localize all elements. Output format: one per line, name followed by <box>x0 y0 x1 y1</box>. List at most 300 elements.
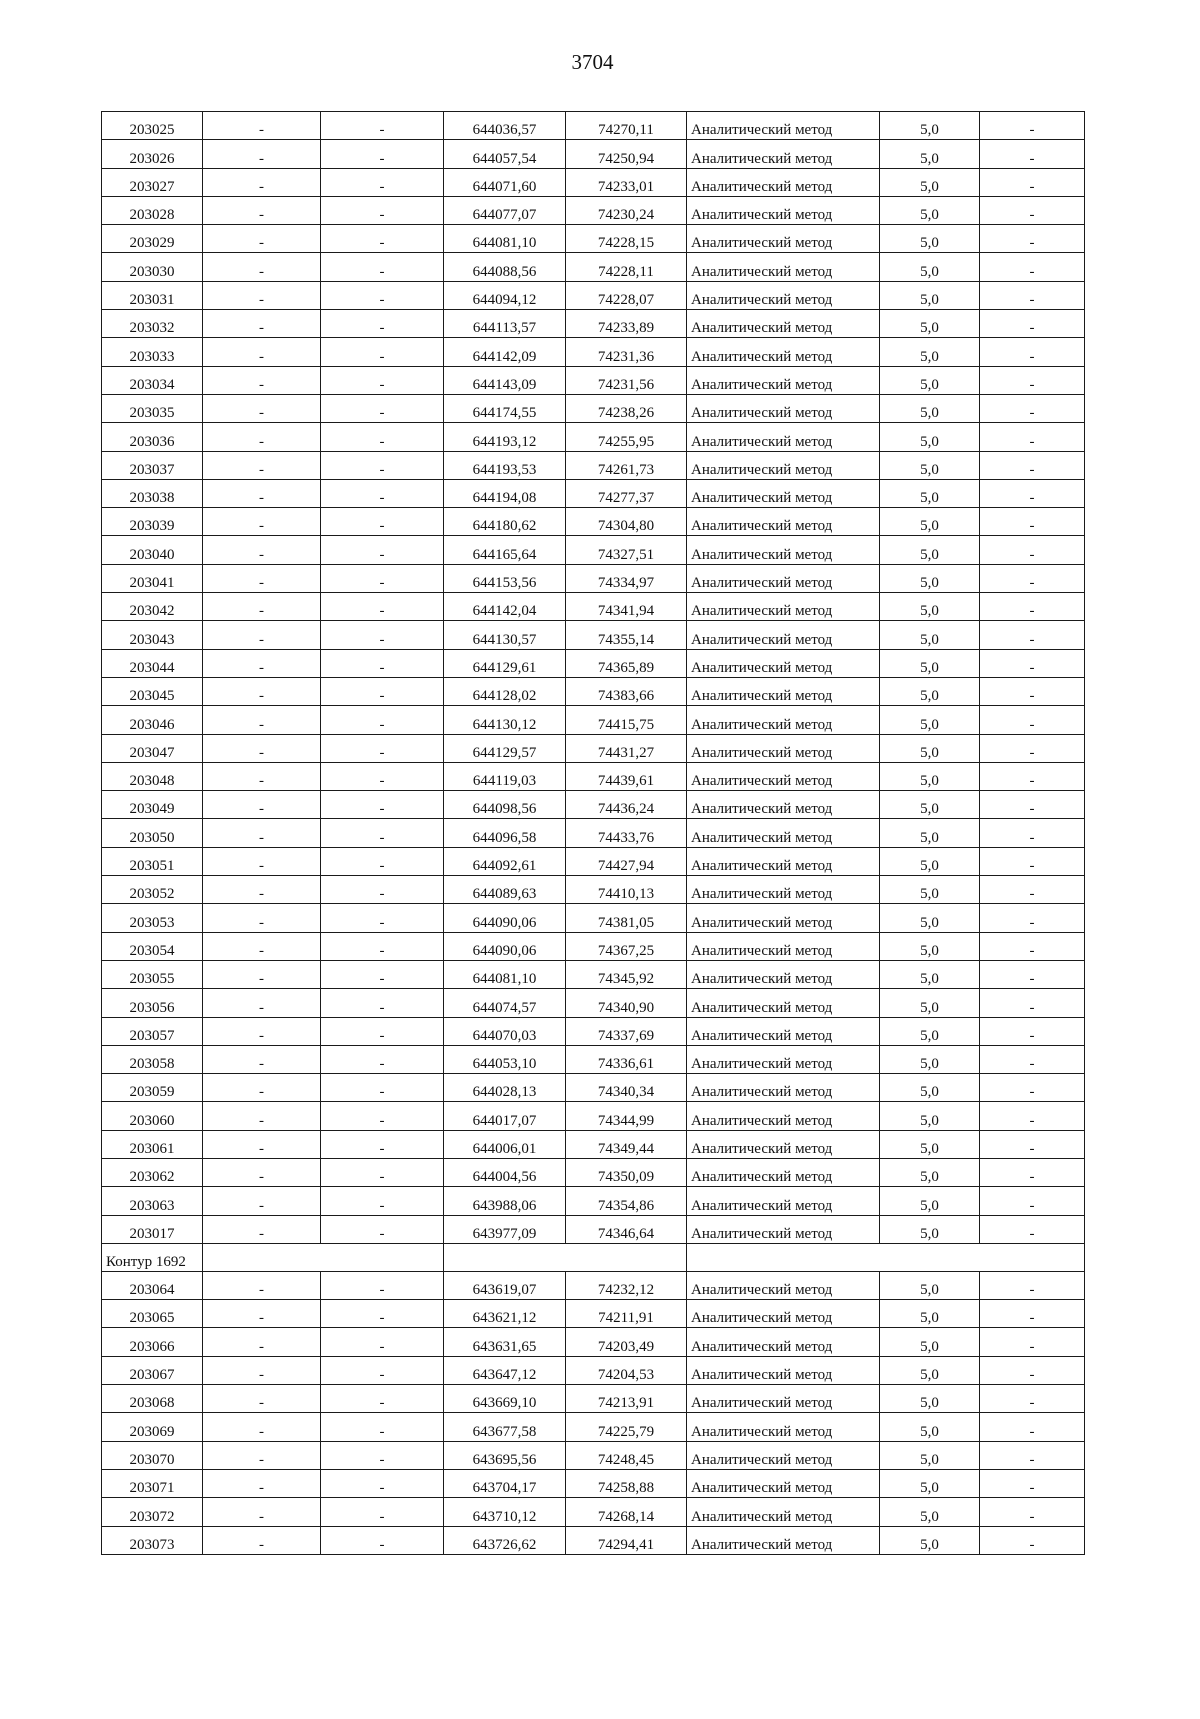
table-row <box>102 904 1085 932</box>
x-coordinate-cell: 644096,58 <box>444 819 566 847</box>
empty-value-cell: - <box>321 1130 444 1158</box>
y-coordinate-cell: 74327,51 <box>566 536 687 564</box>
y-coordinate-cell: 74431,27 <box>566 734 687 762</box>
accuracy-cell: 5,0 <box>880 1413 980 1441</box>
point-number-cell: 203042 <box>102 593 203 621</box>
empty-value-cell: - <box>980 706 1085 734</box>
empty-value-cell: - <box>203 932 321 960</box>
empty-value-cell: - <box>980 366 1085 394</box>
y-coordinate-cell: 74354,86 <box>566 1187 687 1215</box>
point-number-cell: 203045 <box>102 677 203 705</box>
x-coordinate-cell: 643677,58 <box>444 1413 566 1441</box>
point-number-cell: 203030 <box>102 253 203 281</box>
empty-value-cell: - <box>321 310 444 338</box>
empty-value-cell: - <box>980 1215 1085 1243</box>
y-coordinate-cell: 74345,92 <box>566 960 687 988</box>
empty-value-cell: - <box>980 1158 1085 1186</box>
accuracy-cell: 5,0 <box>880 621 980 649</box>
empty-value-cell: - <box>203 593 321 621</box>
empty-value-cell: - <box>203 1300 321 1328</box>
empty-value-cell: - <box>980 847 1085 875</box>
empty-value-cell: - <box>321 1017 444 1045</box>
method-cell: Аналитический метод <box>687 649 880 677</box>
accuracy-cell: 5,0 <box>880 1045 980 1073</box>
method-cell: Аналитический метод <box>687 876 880 904</box>
x-coordinate-cell: 644081,10 <box>444 960 566 988</box>
x-coordinate-cell: 644094,12 <box>444 281 566 309</box>
table-row <box>102 1130 1085 1158</box>
x-coordinate-cell: 644130,12 <box>444 706 566 734</box>
accuracy-cell: 5,0 <box>880 677 980 705</box>
y-coordinate-cell: 74268,14 <box>566 1498 687 1526</box>
point-number-cell: 203064 <box>102 1271 203 1299</box>
point-number-cell: 203035 <box>102 394 203 422</box>
point-number-cell: 203058 <box>102 1045 203 1073</box>
y-coordinate-cell: 74233,89 <box>566 310 687 338</box>
method-cell: Аналитический метод <box>687 1271 880 1299</box>
empty-value-cell: - <box>203 423 321 451</box>
empty-value-cell: - <box>203 904 321 932</box>
x-coordinate-cell: 644180,62 <box>444 508 566 536</box>
point-number-cell: 203027 <box>102 168 203 196</box>
x-coordinate-cell: 644028,13 <box>444 1074 566 1102</box>
point-number-cell: 203038 <box>102 479 203 507</box>
section-blank-cell <box>687 1243 1085 1271</box>
empty-value-cell: - <box>980 338 1085 366</box>
empty-value-cell: - <box>980 140 1085 168</box>
y-coordinate-cell: 74261,73 <box>566 451 687 479</box>
method-cell: Аналитический метод <box>687 1328 880 1356</box>
table-row <box>102 960 1085 988</box>
empty-value-cell: - <box>321 819 444 847</box>
point-number-cell: 203032 <box>102 310 203 338</box>
x-coordinate-cell: 644081,10 <box>444 225 566 253</box>
point-number-cell: 203049 <box>102 791 203 819</box>
empty-value-cell: - <box>980 677 1085 705</box>
section-blank-cell <box>444 1243 687 1271</box>
method-cell: Аналитический метод <box>687 508 880 536</box>
accuracy-cell: 5,0 <box>880 508 980 536</box>
y-coordinate-cell: 74415,75 <box>566 706 687 734</box>
empty-value-cell: - <box>203 564 321 592</box>
empty-value-cell: - <box>980 1526 1085 1554</box>
empty-value-cell: - <box>980 734 1085 762</box>
empty-value-cell: - <box>321 677 444 705</box>
point-number-cell: 203072 <box>102 1498 203 1526</box>
empty-value-cell: - <box>980 1328 1085 1356</box>
empty-value-cell: - <box>203 1385 321 1413</box>
empty-value-cell: - <box>321 1045 444 1073</box>
table-row <box>102 508 1085 536</box>
table-row <box>102 1102 1085 1130</box>
accuracy-cell: 5,0 <box>880 649 980 677</box>
method-cell: Аналитический метод <box>687 1385 880 1413</box>
accuracy-cell: 5,0 <box>880 1074 980 1102</box>
empty-value-cell: - <box>980 1074 1085 1102</box>
table-row <box>102 1074 1085 1102</box>
empty-value-cell: - <box>203 1526 321 1554</box>
empty-value-cell: - <box>203 1215 321 1243</box>
accuracy-cell: 5,0 <box>880 479 980 507</box>
table-row <box>102 168 1085 196</box>
x-coordinate-cell: 644142,04 <box>444 593 566 621</box>
y-coordinate-cell: 74349,44 <box>566 1130 687 1158</box>
accuracy-cell: 5,0 <box>880 960 980 988</box>
empty-value-cell: - <box>203 819 321 847</box>
x-coordinate-cell: 644017,07 <box>444 1102 566 1130</box>
method-cell: Аналитический метод <box>687 310 880 338</box>
empty-value-cell: - <box>321 394 444 422</box>
accuracy-cell: 5,0 <box>880 1102 980 1130</box>
empty-value-cell: - <box>980 1356 1085 1384</box>
y-coordinate-cell: 74211,91 <box>566 1300 687 1328</box>
point-number-cell: 203069 <box>102 1413 203 1441</box>
table-row <box>102 762 1085 790</box>
empty-value-cell: - <box>203 847 321 875</box>
empty-value-cell: - <box>321 1469 444 1497</box>
accuracy-cell: 5,0 <box>880 1498 980 1526</box>
accuracy-cell: 5,0 <box>880 791 980 819</box>
empty-value-cell: - <box>321 1215 444 1243</box>
accuracy-cell: 5,0 <box>880 196 980 224</box>
empty-value-cell: - <box>203 989 321 1017</box>
method-cell: Аналитический метод <box>687 1045 880 1073</box>
empty-value-cell: - <box>980 1130 1085 1158</box>
x-coordinate-cell: 643704,17 <box>444 1469 566 1497</box>
x-coordinate-cell: 643695,56 <box>444 1441 566 1469</box>
empty-value-cell: - <box>321 423 444 451</box>
x-coordinate-cell: 643710,12 <box>444 1498 566 1526</box>
y-coordinate-cell: 74383,66 <box>566 677 687 705</box>
method-cell: Аналитический метод <box>687 932 880 960</box>
empty-value-cell: - <box>203 1328 321 1356</box>
accuracy-cell: 5,0 <box>880 225 980 253</box>
point-number-cell: 203062 <box>102 1158 203 1186</box>
empty-value-cell: - <box>203 253 321 281</box>
method-cell: Аналитический метод <box>687 564 880 592</box>
accuracy-cell: 5,0 <box>880 904 980 932</box>
empty-value-cell: - <box>980 1300 1085 1328</box>
empty-value-cell: - <box>321 112 444 140</box>
table-row <box>102 677 1085 705</box>
empty-value-cell: - <box>321 338 444 366</box>
table-row <box>102 791 1085 819</box>
accuracy-cell: 5,0 <box>880 536 980 564</box>
table-row <box>102 593 1085 621</box>
point-number-cell: 203067 <box>102 1356 203 1384</box>
table-row <box>102 536 1085 564</box>
accuracy-cell: 5,0 <box>880 762 980 790</box>
point-number-cell: 203037 <box>102 451 203 479</box>
empty-value-cell: - <box>321 225 444 253</box>
table-row <box>102 310 1085 338</box>
point-number-cell: 203031 <box>102 281 203 309</box>
y-coordinate-cell: 74230,24 <box>566 196 687 224</box>
table-row <box>102 1526 1085 1554</box>
table-row <box>102 876 1085 904</box>
y-coordinate-cell: 74410,13 <box>566 876 687 904</box>
section-header-row <box>102 1243 1085 1271</box>
method-cell: Аналитический метод <box>687 253 880 281</box>
x-coordinate-cell: 644142,09 <box>444 338 566 366</box>
point-number-cell: 203070 <box>102 1441 203 1469</box>
x-coordinate-cell: 644088,56 <box>444 253 566 281</box>
x-coordinate-cell: 644036,57 <box>444 112 566 140</box>
method-cell: Аналитический метод <box>687 394 880 422</box>
empty-value-cell: - <box>321 791 444 819</box>
x-coordinate-cell: 644128,02 <box>444 677 566 705</box>
point-number-cell: 203036 <box>102 423 203 451</box>
x-coordinate-cell: 644071,60 <box>444 168 566 196</box>
method-cell: Аналитический метод <box>687 1469 880 1497</box>
empty-value-cell: - <box>321 140 444 168</box>
accuracy-cell: 5,0 <box>880 1385 980 1413</box>
y-coordinate-cell: 74231,56 <box>566 366 687 394</box>
y-coordinate-cell: 74344,99 <box>566 1102 687 1130</box>
point-number-cell: 203048 <box>102 762 203 790</box>
empty-value-cell: - <box>321 1158 444 1186</box>
x-coordinate-cell: 644153,56 <box>444 564 566 592</box>
empty-value-cell: - <box>203 394 321 422</box>
x-coordinate-cell: 644129,61 <box>444 649 566 677</box>
x-coordinate-cell: 644070,03 <box>444 1017 566 1045</box>
empty-value-cell: - <box>321 451 444 479</box>
table-row <box>102 819 1085 847</box>
y-coordinate-cell: 74439,61 <box>566 762 687 790</box>
empty-value-cell: - <box>980 960 1085 988</box>
empty-value-cell: - <box>203 1469 321 1497</box>
empty-value-cell: - <box>203 706 321 734</box>
method-cell: Аналитический метод <box>687 1441 880 1469</box>
point-number-cell: 203026 <box>102 140 203 168</box>
empty-value-cell: - <box>321 876 444 904</box>
accuracy-cell: 5,0 <box>880 112 980 140</box>
empty-value-cell: - <box>321 762 444 790</box>
empty-value-cell: - <box>321 1074 444 1102</box>
x-coordinate-cell: 644119,03 <box>444 762 566 790</box>
method-cell: Аналитический метод <box>687 1074 880 1102</box>
point-number-cell: 203052 <box>102 876 203 904</box>
empty-value-cell: - <box>321 1187 444 1215</box>
empty-value-cell: - <box>980 1045 1085 1073</box>
point-number-cell: 203066 <box>102 1328 203 1356</box>
empty-value-cell: - <box>321 281 444 309</box>
y-coordinate-cell: 74381,05 <box>566 904 687 932</box>
empty-value-cell: - <box>980 451 1085 479</box>
accuracy-cell: 5,0 <box>880 1328 980 1356</box>
point-number-cell: 203044 <box>102 649 203 677</box>
x-coordinate-cell: 644006,01 <box>444 1130 566 1158</box>
method-cell: Аналитический метод <box>687 762 880 790</box>
accuracy-cell: 5,0 <box>880 706 980 734</box>
empty-value-cell: - <box>203 762 321 790</box>
y-coordinate-cell: 74340,90 <box>566 989 687 1017</box>
x-coordinate-cell: 644057,54 <box>444 140 566 168</box>
method-cell: Аналитический метод <box>687 706 880 734</box>
table-row <box>102 338 1085 366</box>
y-coordinate-cell: 74228,15 <box>566 225 687 253</box>
coordinates-table <box>101 111 1085 1555</box>
table-row <box>102 423 1085 451</box>
empty-value-cell: - <box>203 1271 321 1299</box>
empty-value-cell: - <box>203 1413 321 1441</box>
x-coordinate-cell: 644074,57 <box>444 989 566 1017</box>
accuracy-cell: 5,0 <box>880 932 980 960</box>
y-coordinate-cell: 74204,53 <box>566 1356 687 1384</box>
empty-value-cell: - <box>980 394 1085 422</box>
empty-value-cell: - <box>980 112 1085 140</box>
empty-value-cell: - <box>203 1187 321 1215</box>
empty-value-cell: - <box>980 225 1085 253</box>
point-number-cell: 203050 <box>102 819 203 847</box>
method-cell: Аналитический метод <box>687 593 880 621</box>
method-cell: Аналитический метод <box>687 1413 880 1441</box>
empty-value-cell: - <box>203 1102 321 1130</box>
y-coordinate-cell: 74350,09 <box>566 1158 687 1186</box>
method-cell: Аналитический метод <box>687 168 880 196</box>
empty-value-cell: - <box>321 536 444 564</box>
accuracy-cell: 5,0 <box>880 423 980 451</box>
table-row <box>102 1187 1085 1215</box>
y-coordinate-cell: 74341,94 <box>566 593 687 621</box>
method-cell: Аналитический метод <box>687 140 880 168</box>
x-coordinate-cell: 644053,10 <box>444 1045 566 1073</box>
empty-value-cell: - <box>321 621 444 649</box>
empty-value-cell: - <box>321 706 444 734</box>
empty-value-cell: - <box>203 196 321 224</box>
table-row <box>102 989 1085 1017</box>
accuracy-cell: 5,0 <box>880 1187 980 1215</box>
point-number-cell: 203040 <box>102 536 203 564</box>
point-number-cell: 203057 <box>102 1017 203 1045</box>
empty-value-cell: - <box>980 1102 1085 1130</box>
accuracy-cell: 5,0 <box>880 1526 980 1554</box>
method-cell: Аналитический метод <box>687 423 880 451</box>
point-number-cell: 203053 <box>102 904 203 932</box>
empty-value-cell: - <box>203 677 321 705</box>
empty-value-cell: - <box>203 225 321 253</box>
empty-value-cell: - <box>980 593 1085 621</box>
empty-value-cell: - <box>203 536 321 564</box>
method-cell: Аналитический метод <box>687 451 880 479</box>
method-cell: Аналитический метод <box>687 904 880 932</box>
x-coordinate-cell: 643647,12 <box>444 1356 566 1384</box>
table-row <box>102 1469 1085 1497</box>
table-row <box>102 649 1085 677</box>
empty-value-cell: - <box>321 1526 444 1554</box>
empty-value-cell: - <box>203 621 321 649</box>
table-row <box>102 1017 1085 1045</box>
empty-value-cell: - <box>203 168 321 196</box>
point-number-cell: 203033 <box>102 338 203 366</box>
empty-value-cell: - <box>980 876 1085 904</box>
accuracy-cell: 5,0 <box>880 734 980 762</box>
empty-value-cell: - <box>980 819 1085 847</box>
empty-value-cell: - <box>321 1271 444 1299</box>
point-number-cell: 203047 <box>102 734 203 762</box>
page-number: 3704 <box>571 50 614 74</box>
y-coordinate-cell: 74213,91 <box>566 1385 687 1413</box>
accuracy-cell: 5,0 <box>880 847 980 875</box>
y-coordinate-cell: 74433,76 <box>566 819 687 847</box>
point-number-cell: 203025 <box>102 112 203 140</box>
accuracy-cell: 5,0 <box>880 1441 980 1469</box>
point-number-cell: 203054 <box>102 932 203 960</box>
table-body <box>102 112 1085 1555</box>
x-coordinate-cell: 644143,09 <box>444 366 566 394</box>
empty-value-cell: - <box>321 168 444 196</box>
table-row <box>102 1300 1085 1328</box>
empty-value-cell: - <box>321 847 444 875</box>
x-coordinate-cell: 644098,56 <box>444 791 566 819</box>
y-coordinate-cell: 74427,94 <box>566 847 687 875</box>
y-coordinate-cell: 74228,07 <box>566 281 687 309</box>
table-row <box>102 1328 1085 1356</box>
accuracy-cell: 5,0 <box>880 1271 980 1299</box>
y-coordinate-cell: 74336,61 <box>566 1045 687 1073</box>
method-cell: Аналитический метод <box>687 1498 880 1526</box>
y-coordinate-cell: 74367,25 <box>566 932 687 960</box>
point-number-cell: 203041 <box>102 564 203 592</box>
point-number-cell: 203028 <box>102 196 203 224</box>
x-coordinate-cell: 644193,53 <box>444 451 566 479</box>
accuracy-cell: 5,0 <box>880 366 980 394</box>
empty-value-cell: - <box>203 281 321 309</box>
empty-value-cell: - <box>203 791 321 819</box>
accuracy-cell: 5,0 <box>880 819 980 847</box>
accuracy-cell: 5,0 <box>880 338 980 366</box>
point-number-cell: 203029 <box>102 225 203 253</box>
x-coordinate-cell: 643988,06 <box>444 1187 566 1215</box>
method-cell: Аналитический метод <box>687 1526 880 1554</box>
point-number-cell: 203060 <box>102 1102 203 1130</box>
empty-value-cell: - <box>321 196 444 224</box>
table-row <box>102 140 1085 168</box>
y-coordinate-cell: 74436,24 <box>566 791 687 819</box>
accuracy-cell: 5,0 <box>880 1017 980 1045</box>
y-coordinate-cell: 74225,79 <box>566 1413 687 1441</box>
empty-value-cell: - <box>980 281 1085 309</box>
table-row <box>102 112 1085 140</box>
y-coordinate-cell: 74250,94 <box>566 140 687 168</box>
method-cell: Аналитический метод <box>687 1187 880 1215</box>
empty-value-cell: - <box>980 762 1085 790</box>
point-number-cell: 203073 <box>102 1526 203 1554</box>
empty-value-cell: - <box>980 989 1085 1017</box>
empty-value-cell: - <box>203 1130 321 1158</box>
empty-value-cell: - <box>203 876 321 904</box>
table-row <box>102 225 1085 253</box>
empty-value-cell: - <box>980 649 1085 677</box>
accuracy-cell: 5,0 <box>880 1130 980 1158</box>
table-row <box>102 479 1085 507</box>
empty-value-cell: - <box>321 508 444 536</box>
x-coordinate-cell: 644004,56 <box>444 1158 566 1186</box>
method-cell: Аналитический метод <box>687 366 880 394</box>
accuracy-cell: 5,0 <box>880 1158 980 1186</box>
empty-value-cell: - <box>321 1498 444 1526</box>
empty-value-cell: - <box>980 791 1085 819</box>
empty-value-cell: - <box>980 1017 1085 1045</box>
empty-value-cell: - <box>203 1441 321 1469</box>
accuracy-cell: 5,0 <box>880 451 980 479</box>
y-coordinate-cell: 74346,64 <box>566 1215 687 1243</box>
empty-value-cell: - <box>321 479 444 507</box>
accuracy-cell: 5,0 <box>880 1356 980 1384</box>
method-cell: Аналитический метод <box>687 1102 880 1130</box>
empty-value-cell: - <box>980 479 1085 507</box>
point-number-cell: 203017 <box>102 1215 203 1243</box>
